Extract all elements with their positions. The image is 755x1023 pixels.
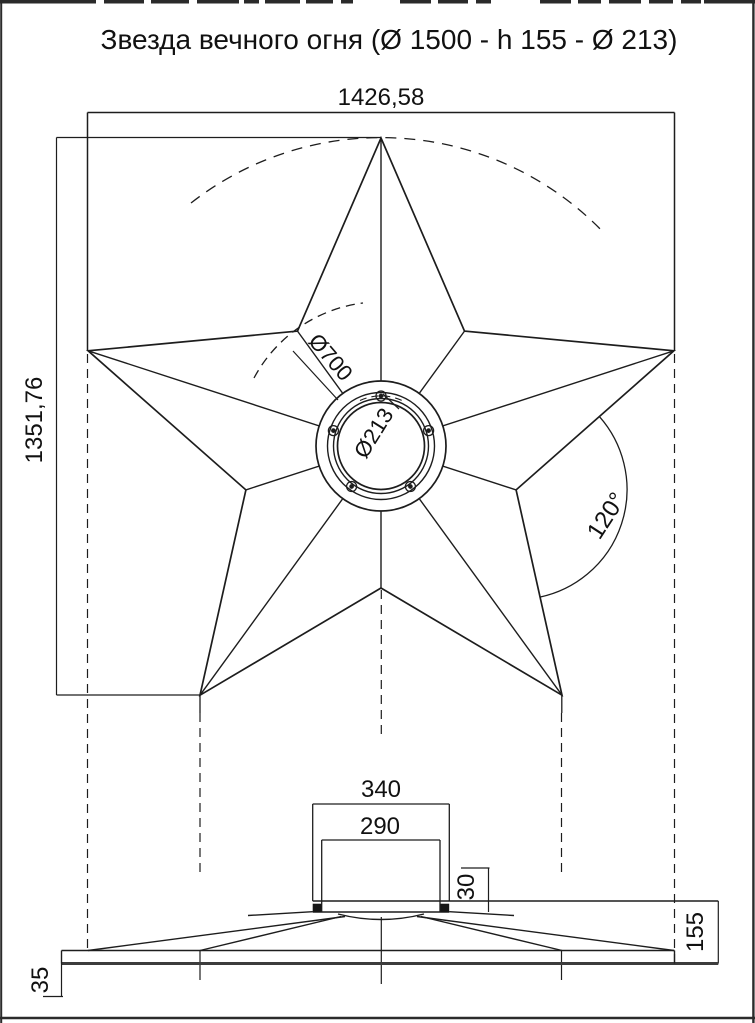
plate-notch-right	[440, 904, 449, 912]
cropped-text-artifact	[0, 0, 755, 4]
base-plate	[62, 951, 719, 964]
dim-overall-width-label: 1426,58	[337, 84, 425, 111]
drawing-title: Звезда вечного огня (Ø 1500 - h 155 - Ø 213)	[100, 24, 678, 55]
dim-star-height-label: 155	[682, 911, 709, 953]
circumscribed-circle-arc	[191, 138, 605, 234]
plate-notch-left	[313, 904, 322, 912]
dim-plate-thickness-label: 30	[453, 873, 480, 901]
dim-overall-height-label: 1351,76	[21, 376, 48, 464]
dim-pitch-diameter-label: Ø700	[303, 328, 358, 386]
dim-bore-diameter-label: Ø213	[348, 403, 399, 463]
dim-base-thickness-label: 35	[27, 966, 54, 994]
mounting-plate	[313, 901, 719, 912]
flange	[316, 381, 446, 511]
dim-plate-width-label: 340	[360, 776, 402, 803]
dim-notch-angle-label: 120°	[581, 487, 632, 545]
dim-plate-inner-width-label: 290	[359, 813, 401, 840]
